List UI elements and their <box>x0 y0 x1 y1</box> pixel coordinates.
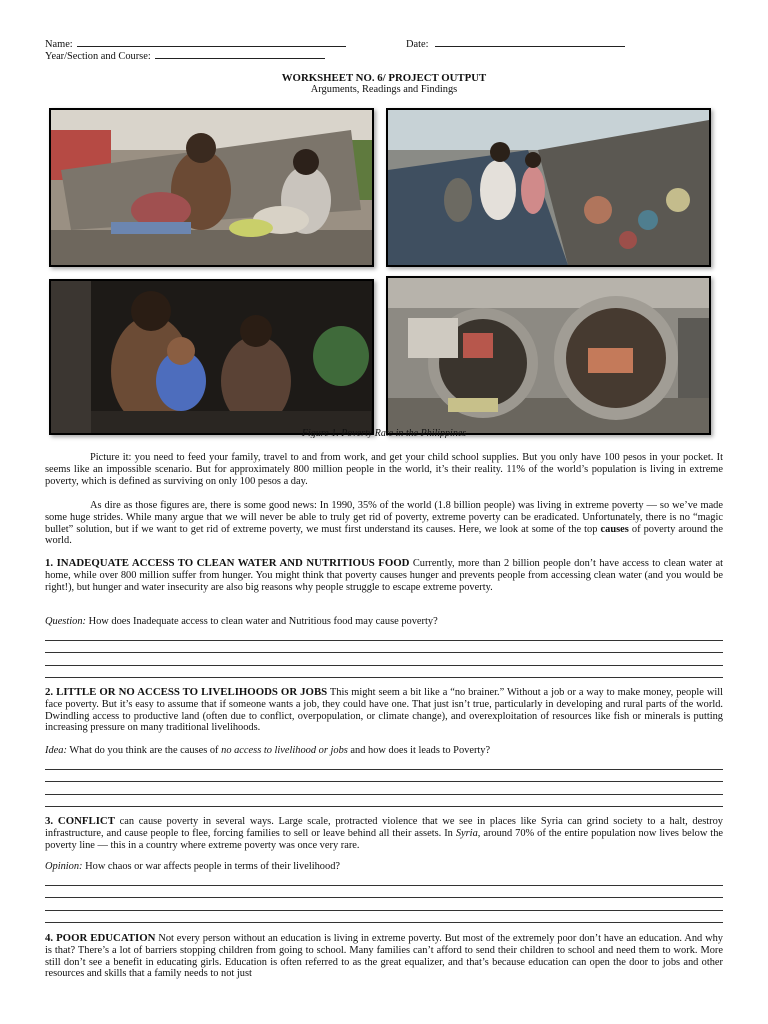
date-label: Date: <box>406 39 429 50</box>
idea-text-end: and how does it leads to Poverty? <box>347 745 491 756</box>
answer-line[interactable] <box>45 653 723 666</box>
title-block <box>0 72 768 96</box>
question-label: Question: <box>45 616 86 627</box>
intro-paragraph-1: Picture it: you need to feed your family, travel to and from work, and get your child school supplies. But you only have 100 pesos in your pocket. It seems like an impossible scenario. But for approximately 800 million people in the world, it’s their reality. 11% of the world’s population is living in extreme poverty, which is defined as surviving on only 100 pesos a day. <box>45 452 723 487</box>
section-3-body-end: around 70% of the entire population now lives below the poverty line — this in a country where extreme poverty was once very rare. <box>45 827 723 851</box>
name-blank[interactable] <box>77 37 346 47</box>
section-2-answer-area[interactable] <box>45 757 723 807</box>
opinion-label: Opinion: <box>45 861 83 872</box>
question-text: How does Inadequate access to clean water and Nutritious food may cause poverty? <box>85 616 438 627</box>
opinion-text: How chaos or war affects people in terms of their livelihood? <box>82 861 341 872</box>
figure-caption: Figure 1. Poverty Rate in the Philippines <box>301 428 467 438</box>
section-1-heading: 1. INADEQUATE ACCESS TO CLEAN WATER AND NUTRITIOUS FOOD <box>45 557 410 569</box>
answer-line[interactable] <box>45 666 723 679</box>
section-2-heading: 2. LITTLE OR NO ACCESS TO LIVELIHOODS OR JOBS <box>45 686 328 698</box>
section-2-idea <box>45 745 723 757</box>
section-3-paragraph <box>45 815 723 851</box>
answer-line[interactable] <box>45 782 723 795</box>
date-field[interactable] <box>406 37 625 51</box>
intro-p2-end: of poverty around the world. <box>45 523 723 547</box>
answer-line[interactable] <box>45 757 723 770</box>
idea-text-italic: no access to livelihood or jobs <box>221 745 348 756</box>
section-1-question <box>45 616 723 628</box>
section-3-body-italic: Syria, <box>455 827 481 839</box>
answer-line[interactable] <box>45 628 723 641</box>
section-1-body: Currently, more than 2 billion people don’t have access to clean water at home, while over 800 million suffer from hunger. You might think that poverty causes hunger and prevents people from accessing clean water (and you would be right!), but hunger and water insecurity are also big reasons why people struggle to escape extreme poverty. <box>45 558 724 593</box>
intro-paragraph-2 <box>45 500 723 547</box>
idea-label: Idea: <box>45 745 67 756</box>
photo-concrete-pipe-homes <box>386 276 711 435</box>
section-1-answer-area[interactable] <box>45 628 723 678</box>
section-1-paragraph <box>45 557 723 593</box>
section-4-heading: 4. POOR EDUCATION <box>45 932 156 944</box>
photo-family-on-cart <box>49 108 374 267</box>
answer-line[interactable] <box>45 873 723 886</box>
section-3-answer-area[interactable] <box>45 873 723 923</box>
answer-line[interactable] <box>45 886 723 899</box>
answer-line[interactable] <box>45 641 723 654</box>
section-3-heading: 3. CONFLICT <box>45 815 115 827</box>
answer-line[interactable] <box>45 898 723 911</box>
photo-children-garbage-street <box>386 108 711 267</box>
section-blank[interactable] <box>155 49 325 59</box>
section-3-opinion <box>45 861 723 873</box>
section-2-paragraph <box>45 686 723 734</box>
answer-line[interactable] <box>45 795 723 808</box>
section-label: Year/Section and Course: <box>45 51 151 62</box>
name-label: Name: <box>45 39 73 50</box>
intro-p2-text: As dire as those figures are, there is some good news: In 1990, 35% of the world (1.8 billion people) was living in extreme poverty — so we’ve made some huge strides. While many argue that we will never be able to truly get rid of poverty, extreme poverty can be eradicated. Unfortunately, there is no “magic bullet” solution, but if we want to get rid of extreme poverty, we must first understand its causes. Here, we look at some of the top <box>45 500 723 535</box>
idea-text-start: What do you think are the causes of <box>66 745 222 756</box>
worksheet-subtitle: Arguments, Readings and Findings <box>310 84 458 96</box>
photo-family-dark-room <box>49 279 374 435</box>
answer-line[interactable] <box>45 911 723 924</box>
section-4-body: Not every person without an education is living in extreme poverty. But most of the extremely poor don’t have an education. And why is that? There’s a lot of barriers stopping children from going to school. Many families can’t afford to send their children to school and need them to work. More still don’t see a benefit in educating girls. Education is often referred to as the great equalizer, and that’s because education can open the door to jobs and other resources and skills that a family needs to not just <box>45 933 724 980</box>
section-field[interactable] <box>45 49 325 63</box>
intro-p2-bold: causes <box>600 523 629 535</box>
section-2-body: This might seem a bit like a “no brainer.” Without a job or a way to make money, people will face poverty. But it’s easy to assume that if someone wants a job, they could have one. That just isn’t true, particularly in developing and rural parts of the world. Dwindling access to productive land (often due to conflict, overpopulation, or climate change), and overexploitation of resources like fish or minerals is putting increasing pressure on many traditional livelihoods. <box>45 687 723 734</box>
section-4-paragraph <box>45 932 723 980</box>
answer-line[interactable] <box>45 770 723 783</box>
worksheet-title: WORKSHEET NO. 6/ PROJECT OUTPUT <box>281 72 487 84</box>
section-3-body-start: can cause poverty in several ways. Large scale, protracted violence that we see in places like Syria can grind society to a halt, destroy infrastructure, and cause people to flee, forcing families to sell or leave behind all their assets. In <box>45 816 723 839</box>
date-blank[interactable] <box>435 37 625 47</box>
